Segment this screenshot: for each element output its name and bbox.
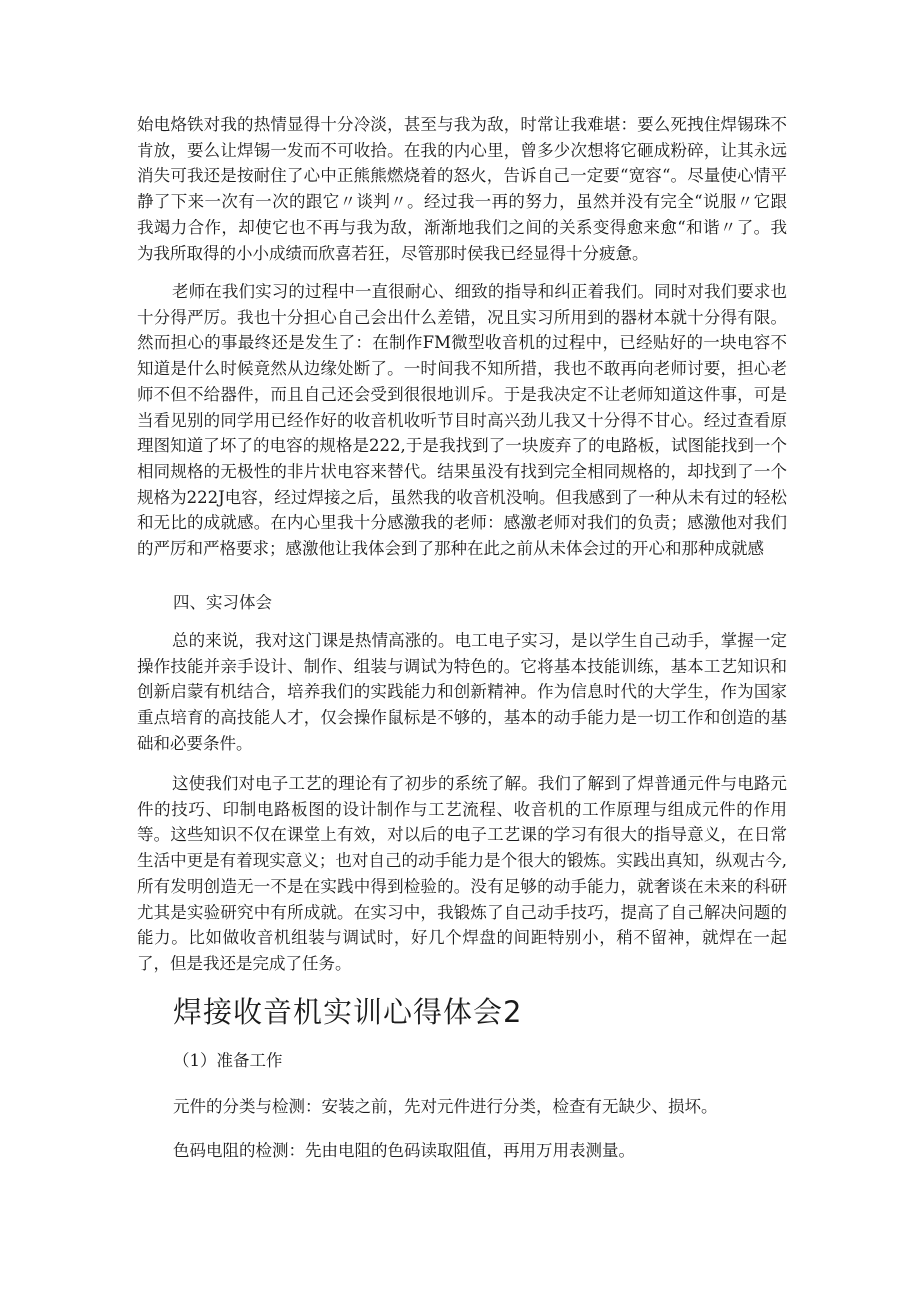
- paragraph-theory: 这使我们对电子工艺的理论有了初步的系统了解。我们了解到了焊普通元件与电路元件的技巧、印制电路板图的设计制作与工艺流程、收音机的工作原理与组成元件的作用等。这些知识不仅在课堂上有效，对以后的电子工艺课的学习有很大的指导意义，在日常生活中更是有着现实意义；也对自己的动手能力是个很大的锻炼。实践出真知，纵观古今,所有发明创造无一不是在实践中得到检验的。没有足够的动手能力，就奢谈在未来的科研尤其是实验研究中有所成就。在实习中，我锻炼了自己动手技巧，提高了自己解决问题的能力。比如做收音机组装与调试时，好几个焊盘的间距特别小，稍不留神，就焊在一起了，但是我还是完成了任务。: [137, 774, 787, 973]
- subheading-preparation: （1）准备工作: [173, 1051, 283, 1070]
- paragraph-teacher: 老师在我们实习的过程中一直很耐心、细致的指导和纠正着我们。同时对我们要求也十分得严厉。我也十分担心自己会出什么差错，况且实习所用到的器材本就十分得有限。然而担心的事最终还是发生了：在制作FM微型收音机的过程中，已经贴好的一块电容不知道是什么时候竟然从边缘处断了。一时间我不知所措，我也不敢再向老师讨要，担心老师不但不给器件，而且自己还会受到很很地训斥。于是我决定不让老师知道这件事，可是当看见别的同学用已经作好的收音机收听节目时高兴劲儿我又十分得不甘心。经过查看原理图知道了坏了的电容的规格是222,于是我找到了一块废弃了的电路板，试图能找到一个相同规格的无极性的非片状电容来替代。结果虽没有找到完全相同规格的，却找到了一个规格为222J电容，经过焊接之后，虽然我的收音机没响。但我感到了一种从未有过的轻松和无比的成就感。在内心里我十分感激我的老师：感激老师对我们的负责；感激他对我们的严厉和严格要求；感激他让我体会到了那种在此之前从未体会过的开心和那种成就感: [137, 282, 787, 559]
- line-component-check: 元件的分类与检测：安装之前，先对元件进行分类，检查有无缺少、损坏。: [173, 1097, 718, 1116]
- paragraph-soldering-iron: 始电烙铁对我的热情显得十分冷淡，甚至与我为敌，时常让我难堪：要么死拽住焊锡珠不肯放，要么让焊锡一发而不可收拾。在我的内心里，曾多少次想将它砸成粉碎，让其永远消失可我还是按耐住了心中正熊熊燃烧着的怒火，告诉自己一定要“宽容“。尽量使心情平静了下来一次有一次的跟它〃谈判〃。经过我一再的努力，虽然并没有完全“说服〃它跟我竭力合作，却使它也不再与我为敌，渐渐地我们之间的关系变得愈来愈“和谐〃了。我为我所取得的小小成绩而欣喜若狂，尽管那时侯我已经显得十分疲惫。: [137, 115, 787, 263]
- paragraph-summary: 总的来说，我对这门课是热情高涨的。电工电子实习，是以学生自己动手，掌握一定操作技能并亲手设计、制作、组装与调试为特色的。它将基本技能训练，基本工艺知识和创新启蒙有机结合，培养我们的实践能力和创新精神。作为信息时代的大学生，作为国家重点培育的高技能人才，仅会操作鼠标是不够的，基本的动手能力是一切工作和创造的基础和必要条件。: [137, 631, 787, 753]
- line-resistor-check: 色码电阻的检测：先由电阻的色码读取阻值，再用万用表测量。: [173, 1141, 635, 1160]
- section-heading-practice: 四、实习体会: [173, 593, 272, 612]
- section-title: 焊接收音机实训心得体会2: [173, 995, 523, 1029]
